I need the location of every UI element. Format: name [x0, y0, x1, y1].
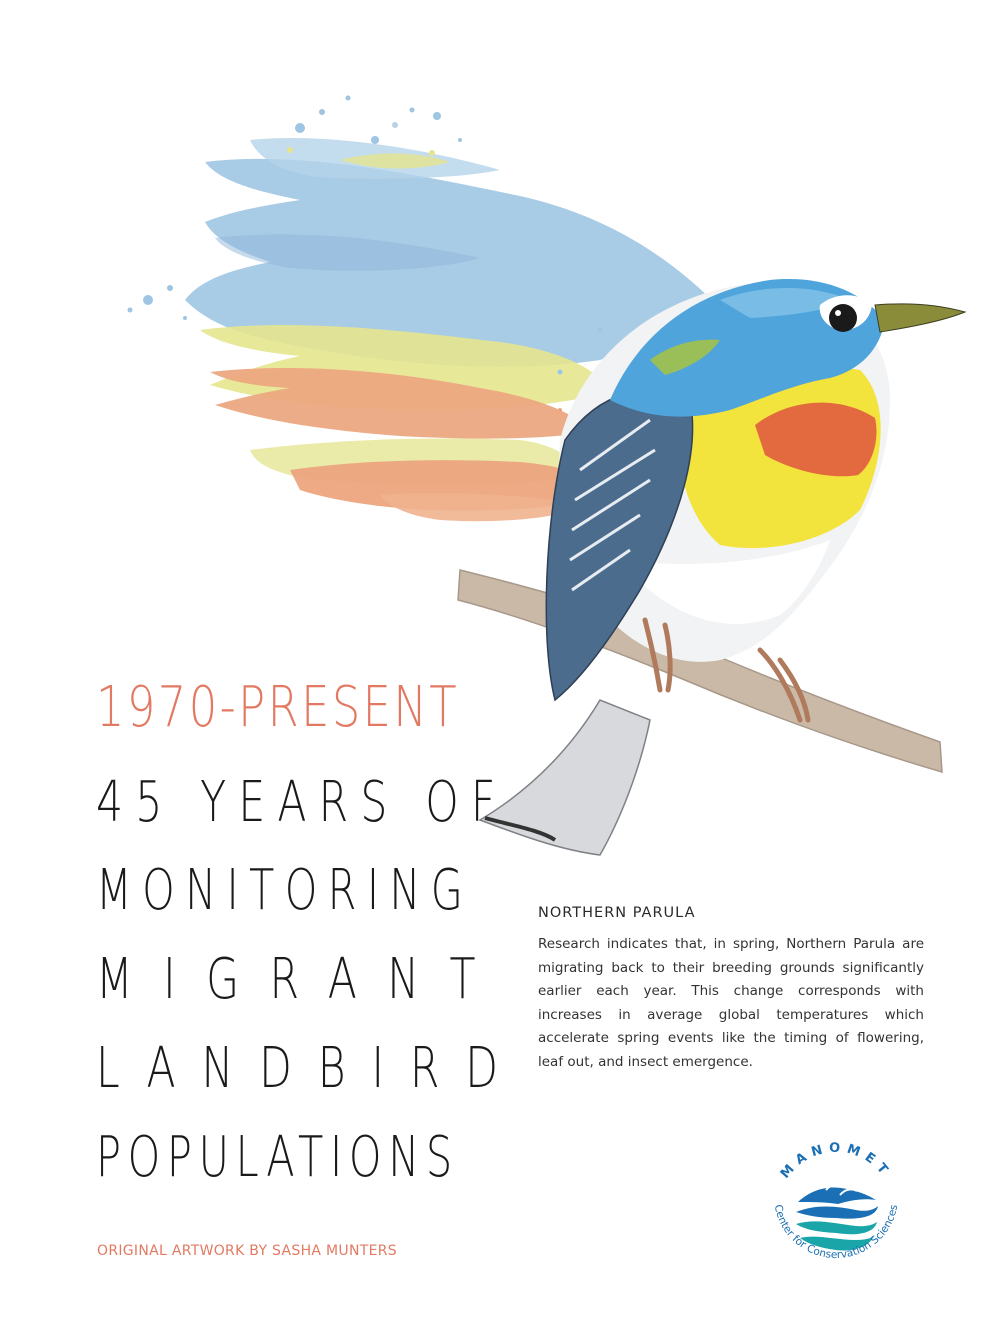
headline-line-2: 45 YEARS OF — [96, 770, 508, 835]
manomet-logo — [756, 1140, 916, 1300]
logo-tagline: Center for Conservation Sciences — [771, 1203, 901, 1262]
headline-years-range: 1970-PRESENT — [96, 675, 460, 740]
species-name: NORTHERN PARULA — [538, 905, 696, 921]
artwork-credit: ORIGINAL ARTWORK BY SASHA MUNTERS — [97, 1243, 397, 1259]
headline-line-3: MONITORING — [96, 858, 474, 923]
species-description: Research indicates that, in spring, Northern Parula are migrating back to their breeding grounds significantly earlier each year. This change corresponds with increases in average global temperatures which accelerate spring events like the timing of flowering, leaf out, and insect emergence. — [538, 936, 924, 1070]
logo-name: MANOMET — [777, 1140, 895, 1182]
headline-line-5: LANDBIRD — [96, 1036, 524, 1101]
headline-line-6: POPULATIONS — [96, 1125, 459, 1190]
headline-line-4: MIGRANT — [96, 947, 506, 1012]
